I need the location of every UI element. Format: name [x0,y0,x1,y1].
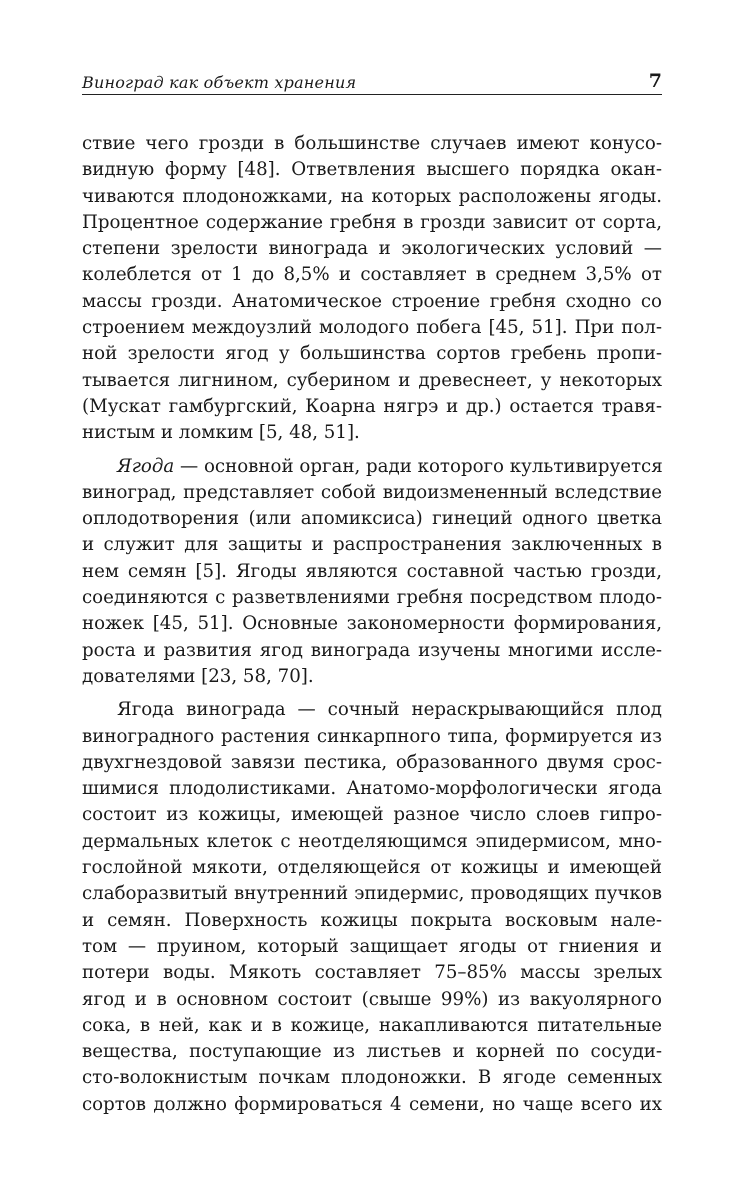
text-line: шимися плодолистиками. Анатомо-морфологически ягода [82,778,662,800]
text-line: слаборазвитый внутренний эпидермис, проводящих пучков [82,883,662,905]
text-line: видную форму [48]. Ответвления высшего порядка окан- [82,159,662,181]
text-fragment: — основной орган, ради которого культивируется [174,455,663,477]
text-line: ствие чего грозди в большинстве случаев имеют конусо- [82,133,662,154]
paragraph-2 [82,454,662,691]
text-line: нем семян [5]. Ягоды являются составной частью грозди, [82,560,662,582]
text-line: виноградного растения синкарпного типа, формируется из [82,725,662,747]
page-number: 7 [648,70,662,92]
text-line: сока, в ней, как и в кожице, накапливаются питательные [82,1014,662,1036]
running-title: Виноград как объект хранения [82,73,357,92]
text-line: массы грозди. Анатомическое строение гребня сходно со [82,290,662,312]
text-line [82,454,662,480]
paragraph-3 [82,697,662,1118]
text-line: соединяются с разветвлениями гребня посредством плодо- [82,587,662,609]
text-line: роста и развития ягод винограда изучены многими иссле- [82,639,662,661]
book-page [82,70,662,1118]
text-line: гослойной мякоти, отделяющейся от кожицы и имеющей [82,857,662,879]
text-line: состоит из кожицы, имеющей разное число слоев гипро- [82,804,662,826]
text-line: (Мускат гамбургский, Коарна нягрэ и др.) остается травя- [82,395,662,417]
text-line: и служит для защиты и распространения заключенных в [82,534,662,556]
text-line: чиваются плодоножками, на которых расположены ягоды. [82,185,662,207]
text-line: нистым и ломким [5, 48, 51]. [82,422,360,444]
text-line: дователями [23, 58, 70]. [82,665,314,687]
text-line: ной зрелости ягод у большинства сортов гребень пропи- [82,343,662,365]
text-line: Процентное содержание гребня в грозди зависит от сорта, [82,211,662,233]
text-line: оплодотворения (или апомиксиса) гинеций одного цветка [82,508,662,530]
running-head [82,70,662,95]
text-line: строением междоузлий молодого побега [45, 51]. При пол- [82,317,662,339]
text-line: степени зрелости винограда и экологических условий — [82,238,662,260]
defined-term: Ягода [117,455,175,477]
text-line: Ягода винограда — сочный нераскрывающийся плод [117,699,662,721]
text-line: вещества, поступающие из листьев и корней по сосуди- [82,1041,662,1063]
text-line: ягод и в основном состоит (свыше 99%) из вакуолярного [82,988,662,1010]
paragraph-1 [82,131,662,447]
text-line: виноград, представляет собой видоизмененный вследствие [82,481,662,503]
body-text [82,131,662,1118]
text-line: том — пруином, который защищает ягоды от гниения и [82,935,662,957]
text-line: дермальных клеток с неотделяющимся эпидермисом, мно- [82,830,662,852]
text-line: тывается лигнином, суберином и древеснеет, у некоторых [82,369,662,391]
text-line: двухгнездовой завязи пестика, образованного двумя срос- [82,751,662,773]
text-line: потери воды. Мякоть составляет 75–85% массы зрелых [82,962,662,984]
text-line: ножек [45, 51]. Основные закономерности формирования, [82,613,662,635]
text-line: и семян. Поверхность кожицы покрыта восковым нале- [82,909,662,931]
text-line: сортов должно формироваться 4 семени, но чаще всего их [82,1093,662,1115]
text-line: колеблется от 1 до 8,5% и составляет в среднем 3,5% от [82,264,662,286]
text-line: сто-волокнистым почкам плодоножки. В ягоде семенных [82,1067,662,1089]
